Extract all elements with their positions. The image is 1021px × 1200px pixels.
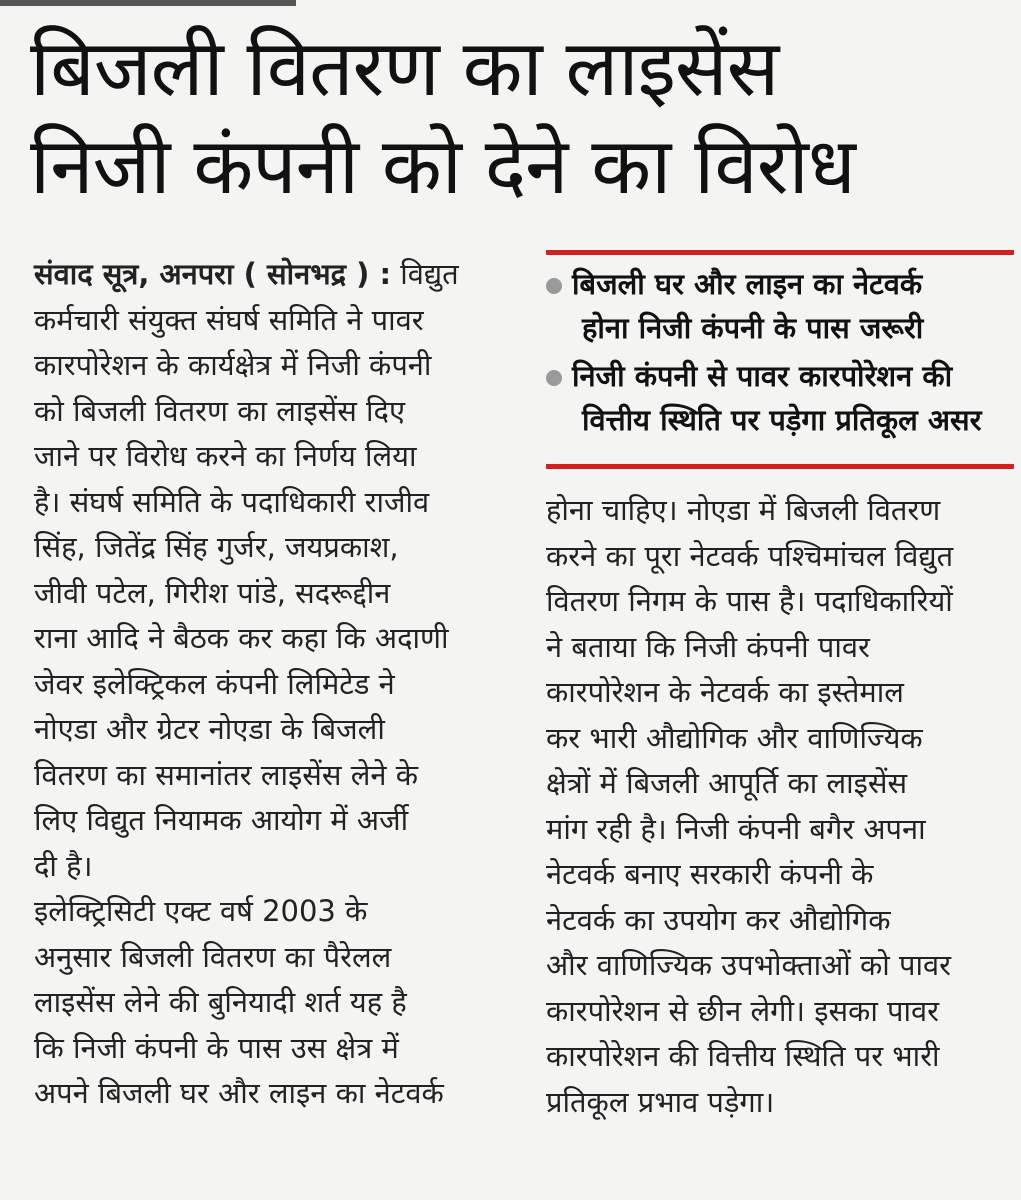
article-line: ने बताया कि निजी कंपनी पावर [546, 629, 870, 664]
article-line: कर भारी औद्योगिक और वाणिज्यिक [546, 720, 923, 755]
article-line: नोएडा और ग्रेटर नोएडा के बिजली [34, 712, 385, 746]
article-line: जाने पर विरोध करने का निर्णय लिया [34, 439, 417, 473]
bullet-icon [546, 370, 562, 386]
headline-line-2: निजी कंपनी को देने का विरोध [30, 122, 855, 212]
highlight-top-rule [546, 250, 1014, 255]
article-line: नेटवर्क बनाए सरकारी कंपनी के [546, 857, 874, 891]
article-line: और वाणिज्यिक उपभोक्ताओं को पावर [546, 948, 951, 982]
article-line: प्रतिकूल प्रभाव पड़ेगा। [546, 1084, 775, 1119]
article-line: अनुसार बिजली वितरण का पैरेलल [34, 939, 392, 974]
article-line: नेटवर्क का उपयोग कर औद्योगिक [546, 902, 891, 937]
article-line: कारपोरेशन की वित्तीय स्थिति पर भारी [546, 1039, 940, 1073]
article-line: अपने बिजली घर और लाइन का नेटवर्क [34, 1076, 444, 1110]
article-column-left [34, 252, 524, 1117]
highlight-bottom-rule [546, 464, 1014, 469]
article-line: करने का पूरा नेटवर्क पश्चिमांचल विद्युत [546, 538, 954, 573]
article-line: कारपोरेशन के कार्यक्षेत्र में निजी कंपनी [34, 348, 432, 382]
article-line: जीवी पटेल, गिरीश पांडे, सदरूद्दीन [34, 575, 391, 610]
article-column-right [546, 488, 1016, 1125]
highlight-line: बिजली घर और लाइन का नेटवर्क [572, 267, 923, 301]
article-line: मांग रही है। निजी कंपनी बगैर अपना [546, 811, 926, 846]
highlight-line: वित्तीय स्थिति पर पड़ेगा प्रतिकूल असर [582, 403, 982, 437]
top-divider [0, 0, 296, 6]
article-line: वितरण का समानांतर लाइसेंस लेने के [34, 757, 418, 792]
highlight-line: होना निजी कंपनी के पास जरूरी [582, 311, 924, 345]
article-line: राना आदि ने बैठक कर कहा कि अदाणी [34, 621, 449, 655]
article-line: संवाद सूत्र, अनपरा ( सोनभद्र ) : विद्युत [34, 257, 459, 291]
article-line: होना चाहिए। नोएडा में बिजली वितरण [546, 493, 941, 527]
article-line: को बिजली वितरण का लाइसेंस दिए [34, 393, 405, 428]
highlight-item [546, 354, 1016, 442]
article-line: कर्मचारी संयुक्त संघर्ष समिति ने पावर [34, 302, 424, 337]
bullet-icon [546, 278, 562, 294]
article-line: इलेक्ट्रिसिटी एक्ट वर्ष 2003 के [34, 894, 368, 928]
highlight-line: निजी कंपनी से पावर कारपोरेशन की [572, 359, 953, 393]
headline [30, 20, 1010, 216]
article-line: लिए विद्युत नियामक आयोग में अर्जी [34, 803, 409, 837]
article-line: कि निजी कंपनी के पास उस क्षेत्र में [34, 1030, 399, 1065]
highlights-box [546, 262, 1016, 446]
article-line: जेवर इलेक्ट्रिकल कंपनी लिमिटेड ने [34, 666, 395, 701]
article-line: सिंह, जितेंद्र सिंह गुर्जर, जयप्रकाश, [34, 530, 399, 564]
article-line: कारपोरेशन के नेटवर्क का इस्तेमाल [546, 675, 904, 709]
article-line: क्षेत्रों में बिजली आपूर्ति का लाइसेंस [546, 766, 908, 800]
article-line: लाइसेंस लेने की बुनियादी शर्त यह है [34, 985, 407, 1019]
article-line: वितरण निगम के पास है। पदाधिकारियों [546, 584, 953, 618]
highlight-item [546, 262, 1016, 350]
article-line: कारपोरेशन से छीन लेगी। इसका पावर [546, 993, 940, 1028]
byline: संवाद सूत्र, अनपरा ( सोनभद्र ) : [34, 257, 392, 291]
article-line: दी है। [34, 848, 93, 883]
headline-line-1: बिजली वितरण का लाइसेंस [30, 24, 779, 114]
article-line: है। संघर्ष समिति के पदाधिकारी राजीव [34, 484, 430, 519]
